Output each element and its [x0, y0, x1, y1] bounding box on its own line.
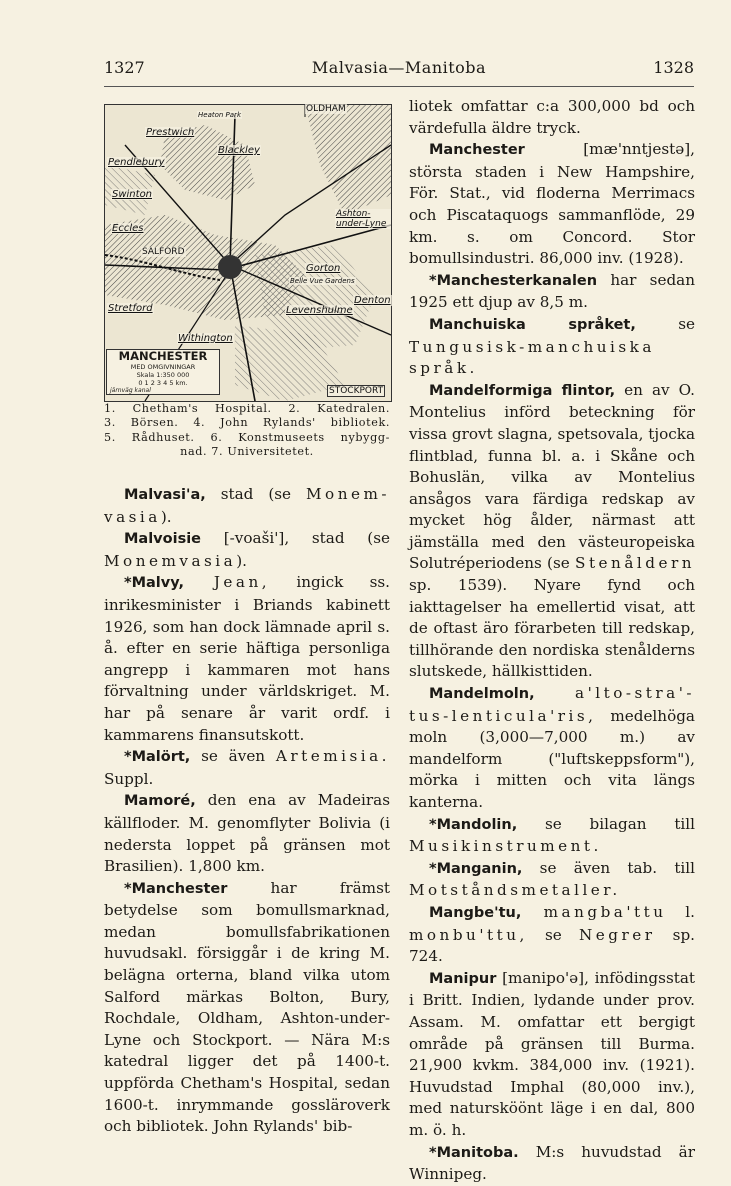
- map-label-blackley: Blackley: [218, 145, 260, 156]
- entry-mangbetu: [409, 902, 695, 968]
- entry-malvoisie: [104, 528, 390, 572]
- entry-text: [mæ'nntjestə], största staden i New Hampshire, För. Stat., vid floderna Merrimacs och Piscataquogs sammanflöde, 29 km. s. om Concord. Stor bomullsindustri. 86,000 inv. (1928).: [409, 140, 695, 268]
- entry-headword: *Malört,: [124, 749, 191, 766]
- cross-reference: Negrer: [578, 925, 656, 944]
- map-label-prestwich: Prestwich: [146, 127, 195, 138]
- legend-subtitle: MED OMGIVNINGAR: [130, 363, 196, 371]
- map-label-salford: SALFORD: [142, 247, 185, 257]
- map-label-stockport: STOCKPORT: [329, 386, 384, 396]
- entry-headword: Manchuiska språket,: [429, 316, 636, 333]
- legend-scale: Skala 1:350 000: [136, 371, 190, 379]
- entry-text: ).: [236, 551, 247, 570]
- entry-spaced: Jean,: [184, 573, 271, 592]
- cross-reference: Artemisia.: [275, 747, 390, 766]
- cross-reference: Monem-vasia: [104, 485, 390, 526]
- entry-text: se: [527, 925, 579, 944]
- entry-headword: Mamoré,: [124, 793, 196, 810]
- entry-mamore: [104, 790, 390, 877]
- legend-key: järnväg kanal: [110, 387, 151, 394]
- map-label-heaton: Heaton Park: [198, 111, 241, 119]
- entry-spaced: a'lto-stra'-tus-lenticula'ris,: [409, 684, 695, 725]
- entry-headword: *Mandolin,: [429, 816, 518, 833]
- map-label-belle-vue: Belle Vue Gardens: [290, 277, 355, 285]
- entry-text: se: [635, 314, 695, 333]
- cross-reference: Stenåldern: [575, 554, 695, 573]
- left-column: [104, 484, 390, 1138]
- entry-text: [manipo'ə], infödingsstat i Britt. Indien, lydande under prov. Assam. M. omfattar ett bergigt område på gränsen till Burma. 21,900 kvkm. 384,000 inv. (1921). Huvudstad Imphal (80,000 inv.), med natursköönt läge i en dal, 800 m. ö. h.: [409, 968, 695, 1139]
- page-number-right: 1328: [653, 58, 694, 77]
- entry-text: ).: [160, 507, 172, 526]
- entry-manchester-nh: [409, 139, 695, 270]
- legend-title: MANCHESTER: [118, 349, 208, 363]
- entry-headword: Mangbe'tu,: [429, 904, 522, 921]
- entry-headword: *Malvy,: [124, 575, 185, 592]
- entry-headword: Manipur: [429, 970, 497, 987]
- caption-line: 1. Chetham's Hospital. 2. Katedralen.: [104, 402, 390, 415]
- entry-malvasia: [104, 484, 390, 528]
- urban-area-oldham: [305, 105, 391, 215]
- entry-spaced: mangba'ttu: [521, 902, 667, 921]
- legend-ticks: 0 1 2 3 4 5 km.: [138, 379, 188, 387]
- entry-text: har främst betydelse som bomullsmarknad, medan bomullsfabrikationen huvudsakl. försiggår i de kring M. belägna orterna, bland vilka utom Salford märkas Bolton, Bury, Rochdale, Oldham, Ashton-under-Lyne och Stockport. — Nära M:s katedral ligger det på 1400-t. uppförda Chetham's Hospital, sedan 1600-t. inrymmande gossläroverk och bibliotek. John Rylands' bib-: [104, 878, 390, 1136]
- entry-manipur: [409, 968, 695, 1142]
- entry-headword: *Manchesterkanalen: [429, 272, 598, 289]
- map-label-pendlebury: Pendlebury: [108, 157, 165, 168]
- cross-reference: Monemvasia: [104, 551, 237, 570]
- entry-headword: Mandelformiga flintor,: [429, 382, 616, 399]
- map-legend: [106, 349, 220, 395]
- right-column: [409, 96, 695, 1186]
- entry-text: M:s huvudstad är Winnipeg.: [409, 1142, 695, 1184]
- map-label-stretford: Stretford: [108, 303, 153, 314]
- entry-text: ingick ss. inrikesminister i Briands kabinett 1926, som han dock lämnade april s. å. efter en serie häftiga personliga angrepp i kammaren mot hans förvaltning under världskriget. M. har på senare år varit ordf. i kammarens finansutskott.: [104, 573, 390, 744]
- entry-headword: Manchester: [429, 142, 525, 159]
- map-label-withington: Withington: [178, 333, 233, 344]
- entry-text: medelhöga moln (3,000—7,000 m.) av mandelform ("luftskeppsform"), mörka i mitten och vita längs kanterna.: [409, 706, 695, 811]
- map-caption: [104, 402, 390, 460]
- entry-text: en av O. Montelius införd beteckning för vissa grovt slagna, spetsovala, tjocka flintblad, funna bl. a. i Skåne och Bohuslän, vilka av Montelius ansågos vara färdiga redskap av mycket hög ålder, närmast att jämställa med den västeuropeiska Solutréperiodens (se: [409, 380, 695, 573]
- entry-headword: Malvoisie: [124, 531, 202, 548]
- entry-text: se även tab. till: [522, 858, 695, 877]
- entry-text: se bilagan till: [517, 814, 695, 833]
- entry-headword: *Manitoba.: [429, 1144, 519, 1161]
- entry-malvy: [104, 572, 390, 746]
- entry-headword: *Manchester: [124, 880, 228, 897]
- entry-continuation: liotek omfattar c:a 300,000 bd och värdefulla äldre tryck.: [409, 97, 695, 137]
- entry-text: l.: [666, 902, 695, 921]
- entry-mandelmoln: [409, 683, 695, 814]
- entry-spaced: monbu'ttu,: [409, 925, 528, 944]
- map-label-denton: Denton: [354, 295, 391, 306]
- entry-text: den ena av Madeiras källfloder. M. genomflyter Bolivia (i nedersta loppet på gränsen mot Brasilien). 1,800 km.: [104, 791, 390, 876]
- caption-line: nad. 7. Universitetet.: [180, 445, 314, 459]
- map-label-ashton: Ashton-under-Lyne: [335, 209, 391, 229]
- entry-headword: Mandelmoln,: [429, 686, 535, 703]
- entry-malort: [104, 746, 390, 790]
- header-rule: [104, 86, 694, 87]
- entry-text: sp. 1539). Nyare fynd och iakttagelser ha emellertid visat, att de oftast äro förarbeten till redskap, tillhörande den nordiska stenålderns slutskede, hällkisttiden.: [409, 576, 695, 681]
- running-title: Malvasia—Manitoba: [311, 58, 487, 77]
- map-label-levenshulme: Levenshulme: [286, 305, 353, 316]
- city-centre: [218, 255, 242, 279]
- cross-reference: Motståndsmetaller.: [409, 881, 621, 900]
- entry-text: har sedan 1925 ett djup av 8,5 m.: [409, 270, 695, 312]
- entry-headword: Malvasi'a,: [124, 487, 206, 503]
- page-header: [104, 58, 694, 82]
- caption-line: 5. Rådhuset. 6. Konstmuseets nybygg-: [104, 430, 390, 444]
- entry-text: se även: [190, 747, 276, 766]
- entry-manchuiska: [409, 314, 695, 380]
- entry-text: Suppl.: [104, 769, 154, 788]
- entry-manchester-uk: [104, 878, 390, 1138]
- entry-mandelformiga: [409, 380, 695, 683]
- entry-text: stad (se: [205, 485, 306, 503]
- map-label-gorton: Gorton: [306, 263, 341, 274]
- entry-text: [-voaši'], stad (se: [201, 529, 390, 548]
- page-number-left: 1327: [104, 58, 145, 77]
- entry-mandolin: [409, 814, 695, 858]
- entry-text: sp. 724.: [409, 925, 696, 966]
- cross-reference: Tungusisk-manchuiska språk.: [409, 337, 655, 378]
- map-label-oldham: OLDHAM: [306, 104, 346, 114]
- entry-manchesterkanalen: [409, 270, 695, 314]
- caption-line: 3. Börsen. 4. John Rylands' bibliotek.: [104, 416, 390, 430]
- map-label-eccles: Eccles: [112, 223, 144, 234]
- entry-manganin: [409, 858, 695, 902]
- map-label-swinton: Swinton: [112, 189, 153, 200]
- cross-reference: Musikinstrument.: [409, 837, 602, 856]
- entry-headword: *Manganin,: [429, 860, 523, 877]
- entry-manitoba: [409, 1142, 695, 1186]
